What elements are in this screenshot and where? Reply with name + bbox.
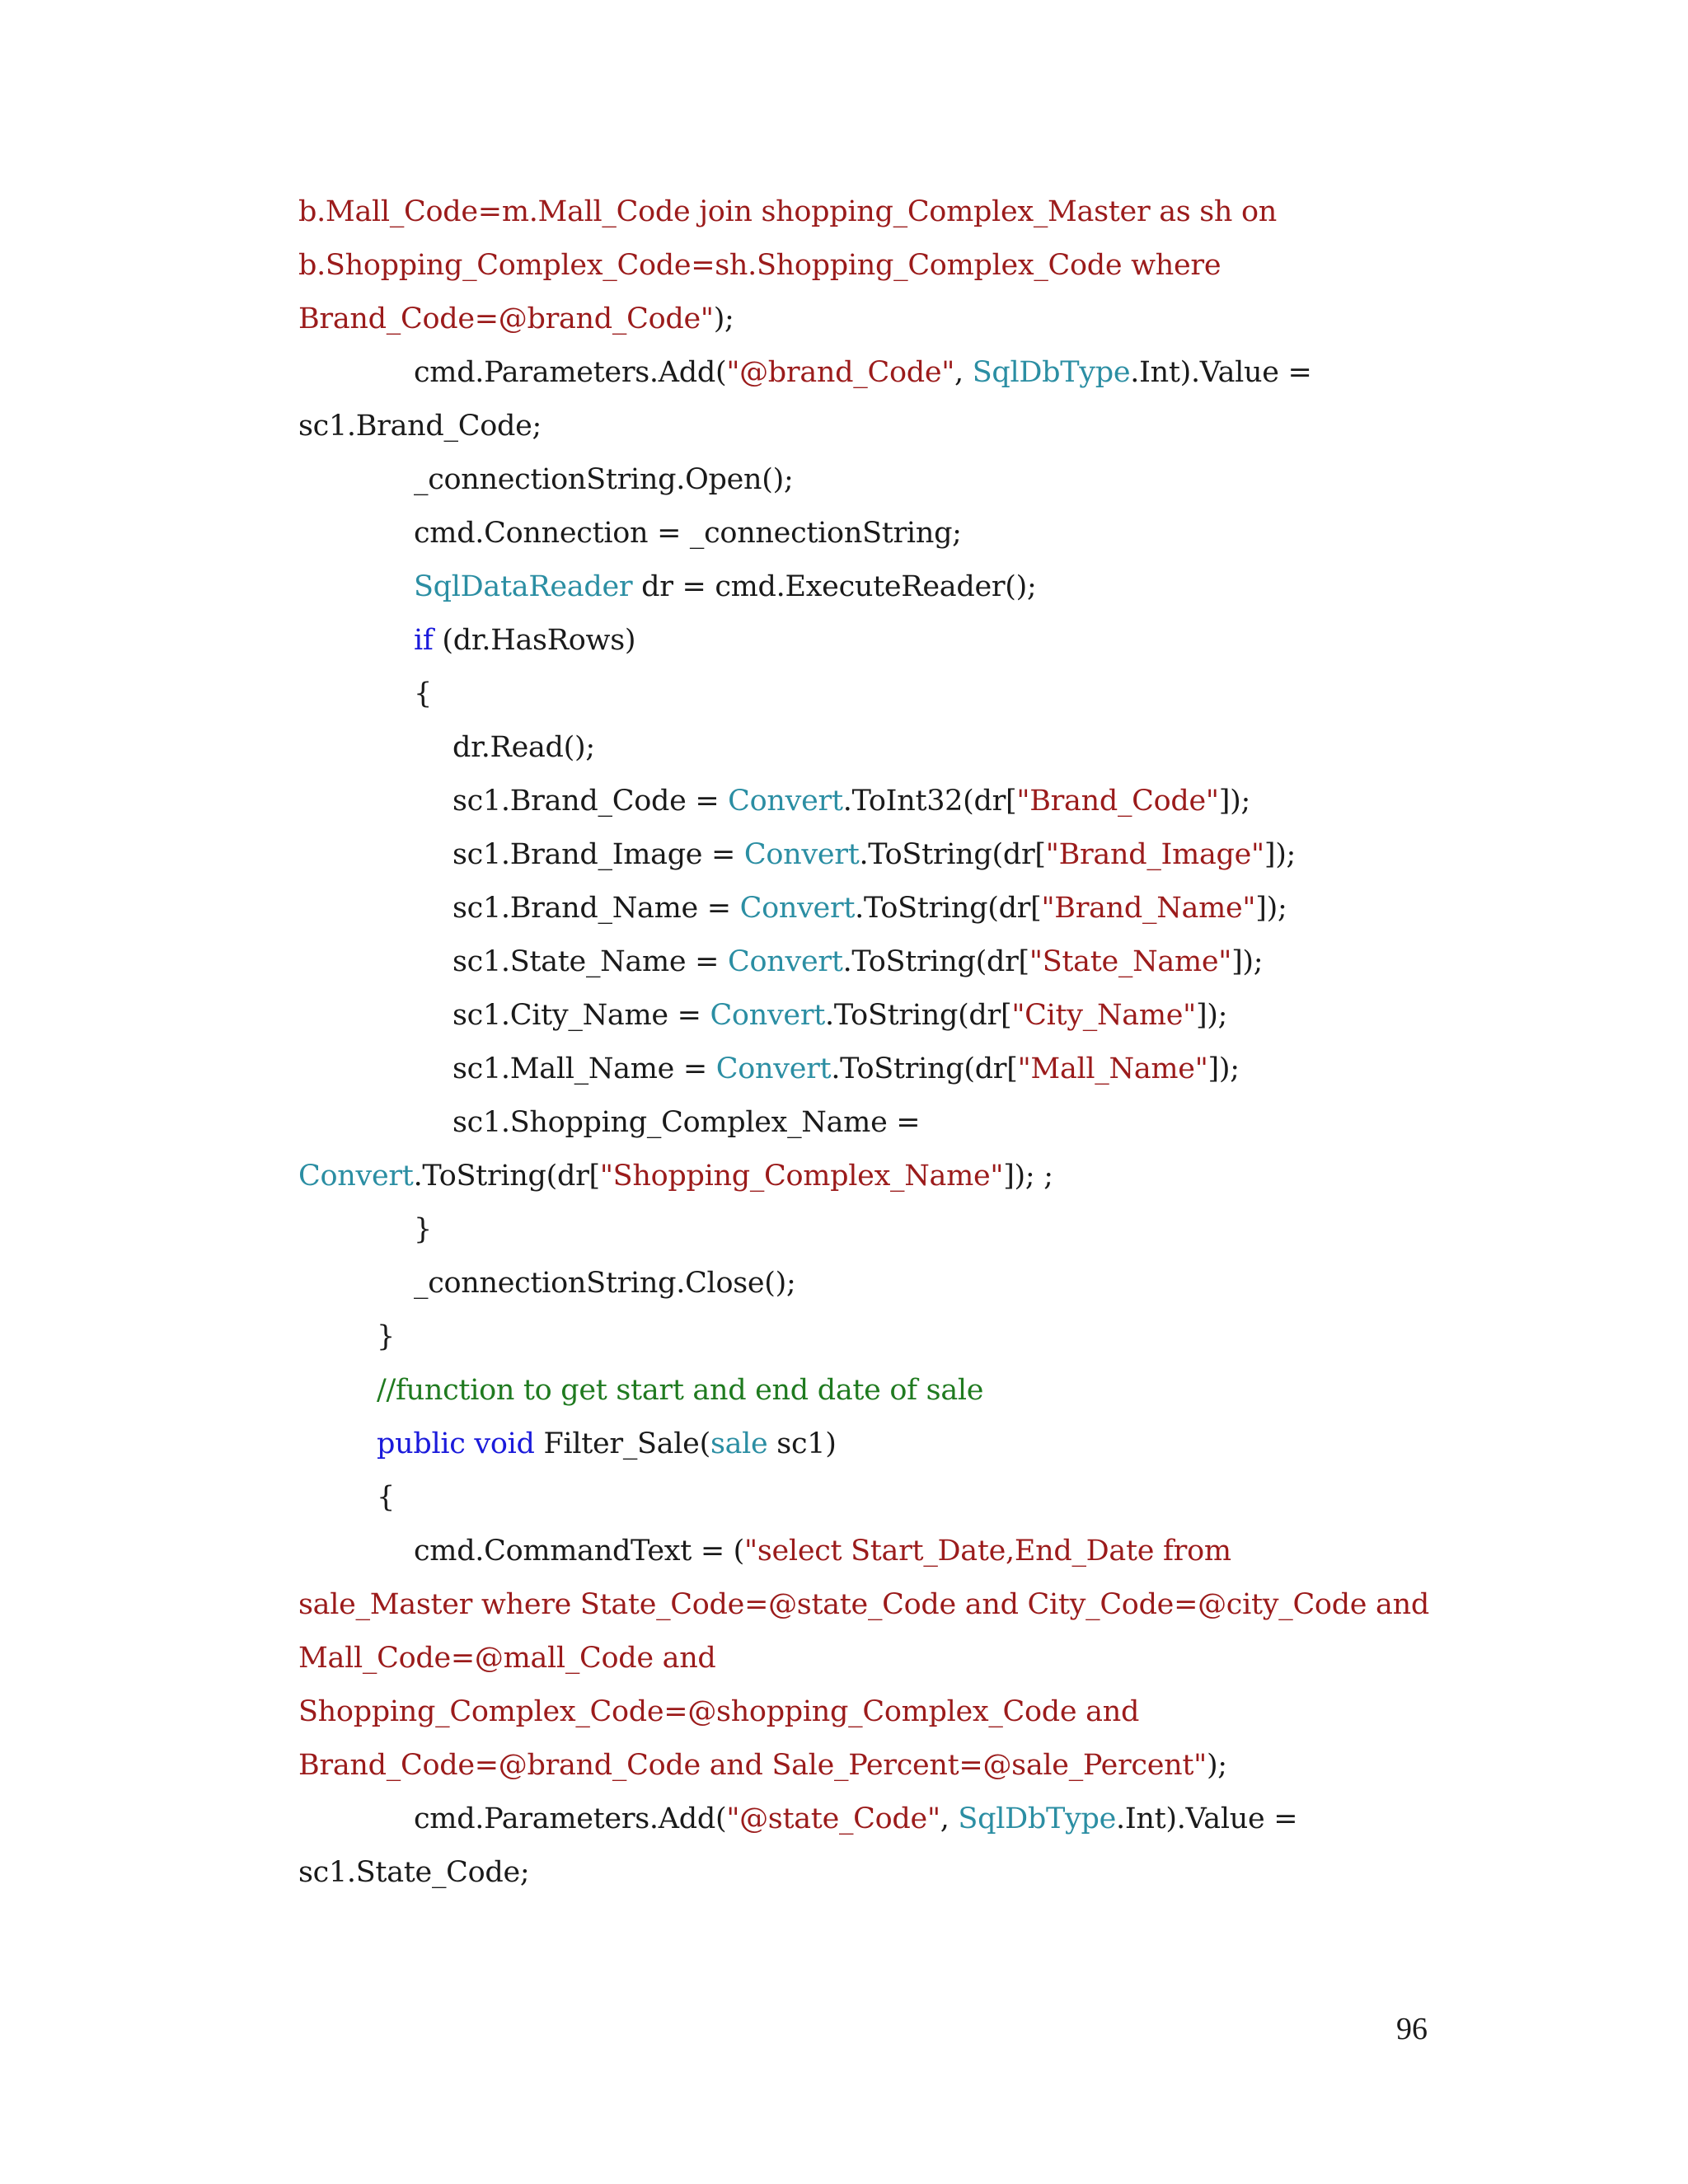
code-listing — [298, 185, 1452, 1900]
code-token-blue: if — [414, 624, 434, 657]
code-token-plain: , — [954, 356, 973, 389]
code-line — [298, 1793, 1452, 1846]
code-token-plain: ]); — [1195, 999, 1228, 1032]
code-line — [298, 1418, 1452, 1471]
code-token-red: Brand_Code=@brand_Code and Sale_Percent=@sale_Percent" — [298, 1749, 1207, 1782]
code-token-red: sale_Master where State_Code=@state_Code and City_Code=@city_Code and — [298, 1588, 1429, 1621]
code-token-plain: .ToInt32(dr[ — [842, 785, 1017, 818]
code-token-red: "select Start_Date,End_Date from — [744, 1535, 1231, 1568]
code-token-plain: , — [940, 1802, 959, 1835]
code-token-plain: cmd.CommandText = ( — [414, 1535, 745, 1568]
code-line — [298, 1632, 1452, 1685]
code-token-plain: ); — [1206, 1749, 1227, 1782]
code-line — [298, 828, 1452, 882]
code-token-plain: .ToString(dr[ — [842, 945, 1029, 978]
code-line — [298, 1739, 1452, 1793]
code-token-red: "Brand_Code" — [1016, 785, 1219, 818]
code-line — [298, 721, 1452, 775]
code-token-red: "Brand_Image" — [1045, 838, 1264, 871]
code-token-plain: dr.Read(); — [452, 731, 595, 764]
code-token-teal: SqlDbType — [972, 356, 1131, 389]
code-line — [298, 882, 1452, 935]
code-token-red: b.Mall_Code=m.Mall_Code join shopping_Complex_Master as sh on — [298, 195, 1278, 228]
code-line — [298, 1471, 1452, 1525]
code-token-red: "State_Name" — [1029, 945, 1232, 978]
code-token-red: "City_Name" — [1011, 999, 1196, 1032]
code-token-blue: public — [377, 1427, 466, 1460]
code-token-plain: cmd.Parameters.Add( — [414, 1802, 727, 1835]
code-token-teal: sale — [710, 1427, 768, 1460]
code-line — [298, 1096, 1452, 1150]
code-line — [298, 400, 1452, 453]
code-token-plain: .ToString(dr[ — [859, 838, 1046, 871]
code-token-plain: _connectionString.Open(); — [414, 463, 794, 496]
code-token-plain: ]); — [1231, 945, 1264, 978]
code-line — [298, 1525, 1452, 1578]
code-token-plain: dr = cmd.ExecuteReader(); — [632, 570, 1037, 603]
code-line — [298, 507, 1452, 560]
code-token-plain: (dr.HasRows) — [433, 624, 636, 657]
code-token-plain: .Int).Value = — [1130, 356, 1312, 389]
code-token-plain: sc1) — [767, 1427, 837, 1460]
code-token-plain: sc1.Brand_Code; — [298, 410, 542, 443]
code-token-plain: sc1.Mall_Name = — [452, 1052, 716, 1085]
code-token-plain: } — [377, 1320, 395, 1353]
code-token-plain: .ToString(dr[ — [831, 1052, 1018, 1085]
code-token-plain: } — [414, 1213, 432, 1246]
code-line — [298, 1043, 1452, 1096]
code-line — [298, 346, 1452, 400]
code-line — [298, 1846, 1452, 1900]
code-token-plain: { — [414, 677, 432, 710]
code-token-teal: Convert — [298, 1160, 414, 1193]
code-line — [298, 1150, 1452, 1203]
code-token-teal: Convert — [743, 838, 860, 871]
code-line — [298, 935, 1452, 989]
code-line — [298, 1203, 1452, 1257]
code-token-plain: sc1.Brand_Code = — [452, 785, 729, 818]
code-token-teal: SqlDataReader — [414, 570, 633, 603]
page-number: 96 — [1396, 2012, 1428, 2046]
code-token-plain: sc1.Shopping_Complex_Name = — [452, 1106, 921, 1139]
code-token-plain: { — [377, 1481, 395, 1514]
code-token-plain: .ToString(dr[ — [825, 999, 1012, 1032]
code-token-teal: Convert — [710, 999, 826, 1032]
code-token-teal: Convert — [739, 892, 856, 925]
code-line — [298, 1257, 1452, 1310]
code-token-plain: .Int).Value = — [1116, 1802, 1298, 1835]
code-token-red: Shopping_Complex_Code=@shopping_Complex_Code and — [298, 1695, 1140, 1728]
code-token-red: b.Shopping_Complex_Code=sh.Shopping_Complex_Code where — [298, 249, 1221, 282]
code-token-plain: ]); — [1255, 892, 1287, 925]
code-token-red: Mall_Code=@mall_Code and — [298, 1642, 716, 1675]
code-line — [298, 1364, 1452, 1418]
code-token-plain: ]); ; — [1003, 1160, 1053, 1193]
code-token-plain: sc1.City_Name = — [452, 999, 710, 1032]
code-line — [298, 185, 1452, 239]
code-token-plain: ]); — [1207, 1052, 1240, 1085]
code-token-plain: cmd.Parameters.Add( — [414, 356, 727, 389]
code-token-plain: _connectionString.Close(); — [414, 1267, 796, 1300]
code-token-plain: cmd.Connection = _connectionString; — [414, 517, 962, 550]
code-line — [298, 560, 1452, 614]
code-token-plain: ); — [713, 302, 734, 335]
code-token-teal: Convert — [715, 1052, 832, 1085]
code-token-plain: ]); — [1218, 785, 1250, 818]
code-token-plain: Filter_Sale( — [534, 1427, 710, 1460]
code-token-red: "Shopping_Complex_Name" — [599, 1160, 1004, 1193]
code-token-plain: .ToString(dr[ — [413, 1160, 600, 1193]
code-token-teal: SqlDbType — [958, 1802, 1116, 1835]
code-token-red: "Mall_Name" — [1017, 1052, 1208, 1085]
code-token-blue: void — [474, 1427, 535, 1460]
code-token-plain: sc1.Brand_Image = — [452, 838, 744, 871]
code-token-red: "Brand_Name" — [1041, 892, 1256, 925]
code-line — [298, 775, 1452, 828]
code-line — [298, 1310, 1452, 1364]
code-token-plain: sc1.Brand_Name = — [452, 892, 740, 925]
code-token-plain: sc1.State_Code; — [298, 1856, 530, 1889]
code-token-plain: .ToString(dr[ — [855, 892, 1042, 925]
code-token-red: "@brand_Code" — [726, 356, 955, 389]
code-token-green: //function to get start and end date of sale — [377, 1374, 984, 1407]
code-token-plain — [466, 1427, 475, 1460]
code-token-teal: Convert — [728, 945, 843, 978]
code-line — [298, 1685, 1452, 1739]
code-line — [298, 614, 1452, 668]
code-token-teal: Convert — [728, 785, 843, 818]
code-line — [298, 1578, 1452, 1632]
code-line — [298, 293, 1452, 346]
code-token-red: "@state_Code" — [726, 1802, 940, 1835]
code-line — [298, 453, 1452, 507]
code-line — [298, 668, 1452, 721]
code-token-plain: sc1.State_Name = — [452, 945, 729, 978]
code-line — [298, 989, 1452, 1043]
code-line — [298, 239, 1452, 293]
code-token-plain: ]); — [1264, 838, 1296, 871]
code-token-red: Brand_Code=@brand_Code" — [298, 302, 714, 335]
